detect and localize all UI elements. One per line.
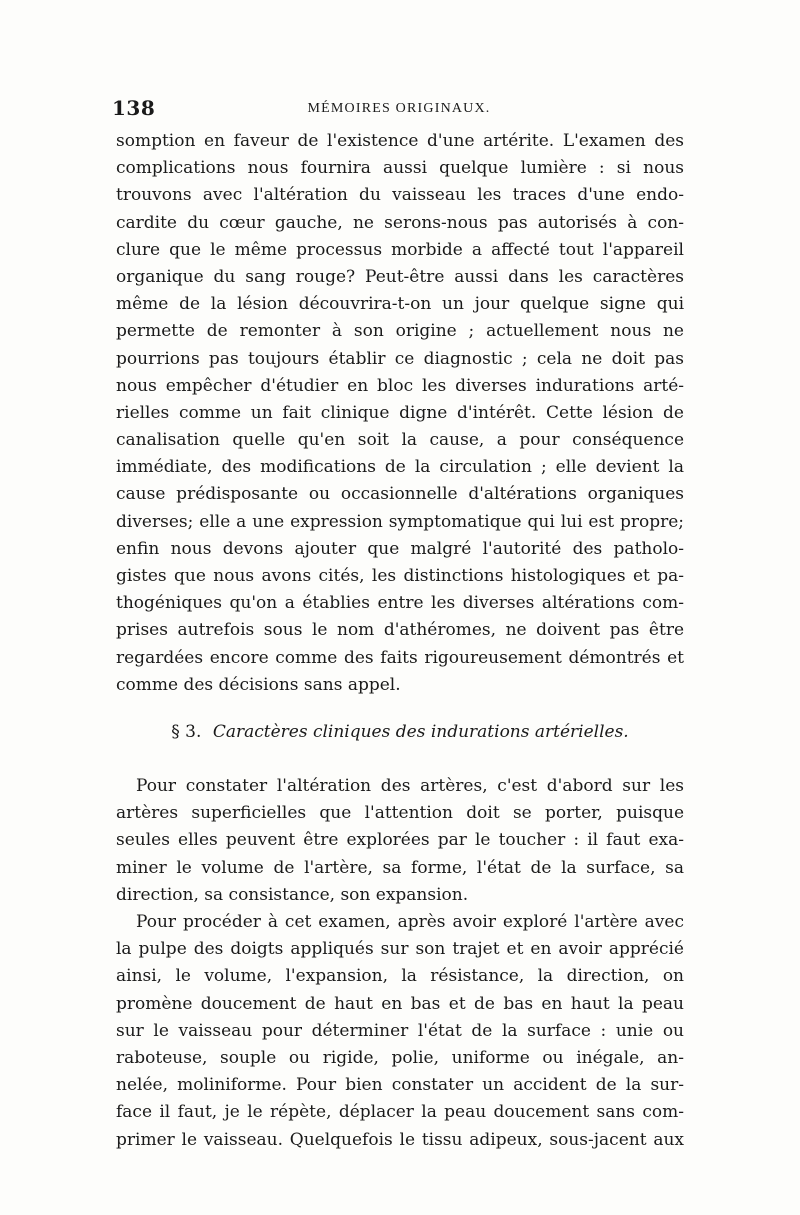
text-line: Pour constater l'altération des artères, c'est d'abord sur les [136, 776, 684, 796]
text-line: permette de remonter à son origine ; actuellement nous ne [116, 321, 684, 342]
text-line: artères superficielles que l'attention doit se porter, puisque [116, 803, 684, 824]
text-line: promène doucement de haut en bas et de bas en haut la peau [116, 993, 684, 1014]
text-line: même de la lésion découvrira-t-on un jour quelque signe qui [116, 294, 684, 315]
text-line: seules elles peuvent être explorées par le toucher : il faut exa- [116, 830, 684, 851]
paragraph-1 [116, 128, 684, 699]
page-header [112, 96, 686, 120]
text-line: rielles comme un fait clinique digne d'intérêt. Cette lésion de [116, 402, 684, 423]
text-line: primer le vaisseau. Quelquefois le tissu adipeux, sous-jacent aux [116, 1129, 684, 1150]
section-title: Caractères cliniques des indurations artérielles. [212, 722, 629, 742]
text-line: cardite du cœur gauche, ne serons-nous pas autorisés à con- [116, 212, 684, 233]
text-line: nous empêcher d'étudier en bloc les diverses indurations arté- [116, 375, 684, 396]
text-line: cause prédisposante ou occasionnelle d'altérations organiques [116, 484, 684, 505]
text-line: canalisation quelle qu'en soit la cause, a pour conséquence [116, 430, 684, 451]
text-line: miner le volume de l'artère, sa forme, l'état de la surface, sa [116, 857, 684, 878]
text-line: la pulpe des doigts appliqués sur son trajet et en avoir apprécié [116, 939, 684, 960]
text-line: regardées encore comme des faits rigoureusement démontrés et [116, 647, 684, 668]
text-line: trouvons avec l'altération du vaisseau les traces d'une endo- [116, 185, 684, 206]
text-line: prises autrefois sous le nom d'athéromes, ne doivent pas être [116, 620, 684, 641]
page-number: 138 [112, 96, 156, 120]
text-line: diverses; elle a une expression symptomatique qui lui est propre; [116, 511, 684, 532]
text-line: pourrions pas toujours établir ce diagnostic ; cela ne doit pas [116, 348, 684, 369]
section-heading [116, 722, 684, 742]
text-line: clure que le même processus morbide a affecté tout l'appareil [116, 239, 684, 260]
text-line: comme des décisions sans appel. [116, 674, 401, 695]
text-line: somption en faveur de l'existence d'une artérite. L'examen des [116, 131, 684, 151]
text-line: organique du sang rouge? Peut-être aussi dans les caractères [116, 266, 684, 287]
text-line: nelée, moliniforme. Pour bien constater un accident de la sur- [116, 1075, 684, 1096]
text-line: thogéniques qu'on a établies entre les diverses altérations com- [116, 593, 684, 614]
running-head: MÉMOIRES ORIGINAUX. [307, 101, 491, 116]
text-line: gistes que nous avons cités, les distinctions histologiques et pa- [116, 566, 684, 586]
text-line: Pour procéder à cet examen, après avoir exploré l'artère avec [136, 912, 684, 932]
text-line: direction, sa consistance, son expansion. [116, 884, 469, 905]
text-line: ainsi, le volume, l'expansion, la résistance, la direction, on [116, 966, 684, 987]
text-line: complications nous fournira aussi quelque lumière : si nous [116, 158, 684, 179]
text-line: immédiate, des modifications de la circulation ; elle devient la [116, 457, 684, 478]
paragraph-3 [116, 909, 684, 1154]
section-number: § 3. [171, 722, 202, 742]
paragraph-2 [116, 773, 684, 909]
text-line: enfin nous devons ajouter que malgré l'autorité des patholo- [116, 538, 684, 559]
text-line: face il faut, je le répète, déplacer la peau doucement sans com- [116, 1102, 684, 1123]
text-line: raboteuse, souple ou rigide, polie, uniforme ou inégale, an- [116, 1047, 684, 1068]
text-line: sur le vaisseau pour déterminer l'état de la surface : unie ou [116, 1020, 684, 1041]
